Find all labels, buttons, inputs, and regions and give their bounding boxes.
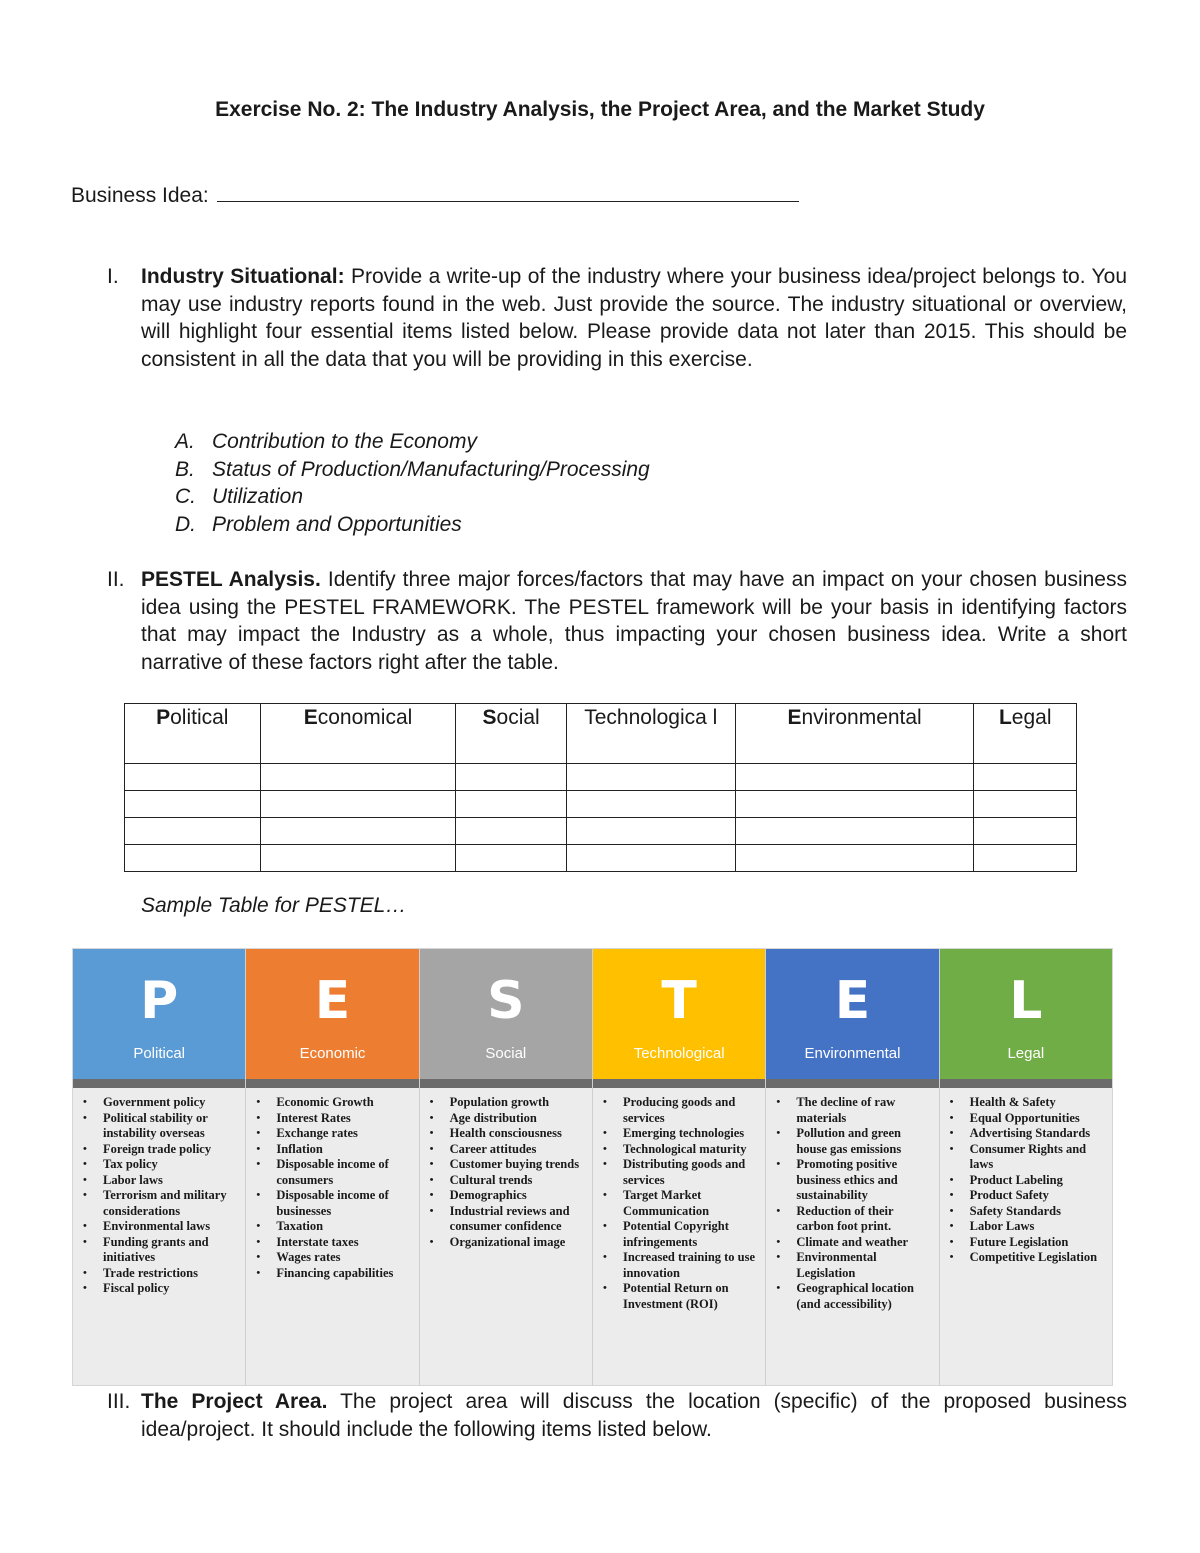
list-item xyxy=(175,483,650,511)
header-environmental: Environmental xyxy=(735,704,974,764)
table-cell[interactable] xyxy=(735,845,974,872)
table-cell[interactable] xyxy=(566,764,735,791)
list-item: • Foreign trade policy xyxy=(97,1142,237,1158)
pestel-divider xyxy=(246,1079,418,1088)
list-item: • Career attitudes xyxy=(444,1142,584,1158)
list-item xyxy=(175,428,650,456)
section-heading: PESTEL Analysis. xyxy=(141,568,321,591)
pestel-column-header xyxy=(940,949,1112,1079)
table-row xyxy=(125,764,1077,791)
table-row xyxy=(125,818,1077,845)
pestel-factor-list xyxy=(766,1088,938,1385)
pestel-label: Technological xyxy=(633,1045,725,1062)
table-cell[interactable] xyxy=(974,818,1077,845)
table-cell[interactable] xyxy=(456,791,566,818)
table-cell[interactable] xyxy=(125,791,261,818)
list-item xyxy=(175,511,650,539)
header-political: Political xyxy=(125,704,261,764)
list-item: • Organizational image xyxy=(444,1235,584,1251)
list-item: • Funding grants and initiatives xyxy=(97,1235,237,1266)
section-industry-situational xyxy=(107,263,1127,373)
table-cell[interactable] xyxy=(456,845,566,872)
table-cell[interactable] xyxy=(456,818,566,845)
sample-table-caption: Sample Table for PESTEL… xyxy=(141,894,407,917)
pestel-column-legal xyxy=(940,949,1112,1385)
industry-items-list xyxy=(175,428,650,538)
list-text: Utilization xyxy=(212,485,304,508)
list-item: • Interstate taxes xyxy=(270,1235,410,1251)
list-item: • Geographical location (and accessibility) xyxy=(790,1281,930,1312)
section-body xyxy=(141,566,1127,676)
list-item: • Product Safety xyxy=(964,1188,1104,1204)
pestel-label: Legal xyxy=(1007,1045,1045,1062)
list-item: • Labor Laws xyxy=(964,1219,1104,1235)
list-item: • Disposable income of consumers xyxy=(270,1157,410,1188)
pestel-letter: L xyxy=(1009,971,1043,1031)
pestel-letter: S xyxy=(487,971,525,1031)
table-cell[interactable] xyxy=(125,764,261,791)
table-cell[interactable] xyxy=(260,845,456,872)
pestel-factor-list xyxy=(73,1088,245,1385)
list-text: Problem and Opportunities xyxy=(212,512,462,536)
table-cell[interactable] xyxy=(566,845,735,872)
list-item: • Industrial reviews and consumer confidence xyxy=(444,1204,584,1235)
list-item: • Promoting positive business ethics and sustainability xyxy=(790,1157,930,1204)
list-item: • Reduction of their carbon foot print. xyxy=(790,1204,930,1235)
section-number: I. xyxy=(107,265,119,288)
list-item: • Economic Growth xyxy=(270,1095,410,1111)
list-letter: B. xyxy=(175,457,195,481)
list-letter: D. xyxy=(175,512,196,536)
pestel-factor-list xyxy=(420,1088,592,1385)
pestel-column-header xyxy=(73,949,245,1079)
list-item: • Political stability or instability overseas xyxy=(97,1111,237,1142)
list-item: • Cultural trends xyxy=(444,1173,584,1189)
list-item: • Financing capabilities xyxy=(270,1266,410,1282)
list-item: • Target Market Communication xyxy=(617,1188,757,1219)
list-letter: A. xyxy=(175,430,195,453)
pestel-column-header xyxy=(593,949,765,1079)
header-legal: Legal xyxy=(974,704,1077,764)
table-cell[interactable] xyxy=(735,791,974,818)
section-pestel-analysis xyxy=(107,566,1127,676)
list-letter: C. xyxy=(175,485,196,508)
list-item: • Product Labeling xyxy=(964,1173,1104,1189)
list-item: • Exchange rates xyxy=(270,1126,410,1142)
list-item: • Interest Rates xyxy=(270,1111,410,1127)
table-header-row xyxy=(125,704,1077,764)
list-item: • Health & Safety xyxy=(964,1095,1104,1111)
table-cell[interactable] xyxy=(566,791,735,818)
pestel-column-political xyxy=(73,949,246,1385)
table-cell[interactable] xyxy=(260,791,456,818)
section-number: III. xyxy=(107,1390,131,1413)
table-cell[interactable] xyxy=(566,818,735,845)
list-item: • Labor laws xyxy=(97,1173,237,1189)
list-item: • Emerging technologies xyxy=(617,1126,757,1142)
pestel-column-environmental xyxy=(766,949,939,1385)
pestel-column-economic xyxy=(246,949,419,1385)
table-cell[interactable] xyxy=(260,764,456,791)
list-item: • Trade restrictions xyxy=(97,1266,237,1282)
section-body xyxy=(141,1388,1127,1443)
pestel-column-technological xyxy=(593,949,766,1385)
pestel-letter: E xyxy=(314,971,351,1031)
table-row xyxy=(125,845,1077,872)
list-item: • Age distribution xyxy=(444,1111,584,1127)
list-item: • Technological maturity xyxy=(617,1142,757,1158)
header-technological: Technologica l xyxy=(566,704,735,764)
list-item: • Potential Copyright infringements xyxy=(617,1219,757,1250)
list-item: • Producing goods and services xyxy=(617,1095,757,1126)
pestel-factor-list xyxy=(940,1088,1112,1385)
pestel-column-header xyxy=(420,949,592,1079)
section-number: II. xyxy=(107,568,125,591)
list-text: Contribution to the Economy xyxy=(212,430,477,453)
list-item: • Consumer Rights and laws xyxy=(964,1142,1104,1173)
list-item: • Terrorism and military considerations xyxy=(97,1188,237,1219)
pestel-divider xyxy=(940,1079,1112,1088)
list-item: • Equal Opportunities xyxy=(964,1111,1104,1127)
section-heading: The Project Area. xyxy=(141,1390,328,1413)
list-item: • Government policy xyxy=(97,1095,237,1111)
business-idea-label: Business Idea: xyxy=(71,184,209,207)
header-economical: Economical xyxy=(260,704,456,764)
pestel-factor-list xyxy=(246,1088,418,1385)
pestel-letter: P xyxy=(140,971,179,1031)
pestel-letter: T xyxy=(661,971,697,1031)
pestel-letter: E xyxy=(834,971,871,1031)
table-cell[interactable] xyxy=(974,791,1077,818)
pestel-label: Social xyxy=(485,1045,527,1062)
table-cell[interactable] xyxy=(125,845,261,872)
pestel-label: Environmental xyxy=(804,1045,901,1062)
list-item: • Disposable income of businesses xyxy=(270,1188,410,1219)
business-idea-field xyxy=(71,181,799,208)
business-idea-blank-line xyxy=(217,181,799,202)
list-item: • Health consciousness xyxy=(444,1126,584,1142)
pestel-column-header xyxy=(766,949,938,1079)
table-cell[interactable] xyxy=(735,818,974,845)
list-item: • Pollution and green house gas emissions xyxy=(790,1126,930,1157)
list-item: • Population growth xyxy=(444,1095,584,1111)
table-row xyxy=(125,791,1077,818)
table-cell[interactable] xyxy=(735,764,974,791)
pestel-blank-table xyxy=(124,703,1077,872)
list-text: Status of Production/Manufacturing/Processing xyxy=(212,457,650,481)
list-item: • Distributing goods and services xyxy=(617,1157,757,1188)
list-item: • Environmental laws xyxy=(97,1219,237,1235)
list-item: • Environmental Legislation xyxy=(790,1250,930,1281)
list-item xyxy=(175,456,650,484)
section-text: Provide a write-up of the industry where your business idea/project belongs to. You may use industry reports found in the web. Just provide the source. The industry situational or overview, will highlight four essential items listed below. Please provide data not later than 2015. This should be consistent in all the data that you will be providing in this exercise. xyxy=(141,265,1127,371)
list-item: • Fiscal policy xyxy=(97,1281,237,1297)
header-social: Social xyxy=(456,704,566,764)
section-project-area xyxy=(107,1388,1127,1443)
table-cell[interactable] xyxy=(260,818,456,845)
pestel-label: Political xyxy=(133,1045,185,1062)
table-cell[interactable] xyxy=(974,845,1077,872)
pestel-sample-graphic xyxy=(73,949,1112,1385)
pestel-column-header xyxy=(246,949,418,1079)
pestel-divider xyxy=(73,1079,245,1088)
list-item: • Advertising Standards xyxy=(964,1126,1104,1142)
pestel-label: Economic xyxy=(299,1045,366,1062)
pestel-divider xyxy=(766,1079,938,1088)
list-item: • Competitive Legislation xyxy=(964,1250,1104,1266)
pestel-factor-list xyxy=(593,1088,765,1385)
page-title: Exercise No. 2: The Industry Analysis, the Project Area, and the Market Study xyxy=(215,98,985,121)
table-cell[interactable] xyxy=(456,764,566,791)
list-item: • Inflation xyxy=(270,1142,410,1158)
list-item: • Safety Standards xyxy=(964,1204,1104,1220)
section-heading: Industry Situational: xyxy=(141,265,345,288)
list-item: • Increased training to use innovation xyxy=(617,1250,757,1281)
list-item: • Wages rates xyxy=(270,1250,410,1266)
list-item: • Customer buying trends xyxy=(444,1157,584,1173)
section-text: The project area will discuss the location (specific) of the proposed business idea/project. It should include the following items listed below. xyxy=(141,1390,1127,1441)
list-item: • Climate and weather xyxy=(790,1235,930,1251)
list-item: • Demographics xyxy=(444,1188,584,1204)
pestel-divider xyxy=(420,1079,592,1088)
section-body xyxy=(141,263,1127,373)
list-item: • Tax policy xyxy=(97,1157,237,1173)
list-item: • Potential Return on Investment (ROI) xyxy=(617,1281,757,1312)
list-item: • The decline of raw materials xyxy=(790,1095,930,1126)
table-cell[interactable] xyxy=(125,818,261,845)
table-cell[interactable] xyxy=(974,764,1077,791)
list-item: • Taxation xyxy=(270,1219,410,1235)
list-item: • Future Legislation xyxy=(964,1235,1104,1251)
pestel-divider xyxy=(593,1079,765,1088)
section-text: Identify three major forces/factors that may have an impact on your chosen business idea using the PESTEL FRAMEWORK. The PESTEL framework will be your basis in identifying factors that may impact the Industry as a whole, thus impacting your chosen business idea. Write a short narrative of these factors right after the table. xyxy=(141,568,1127,674)
pestel-column-social xyxy=(420,949,593,1385)
